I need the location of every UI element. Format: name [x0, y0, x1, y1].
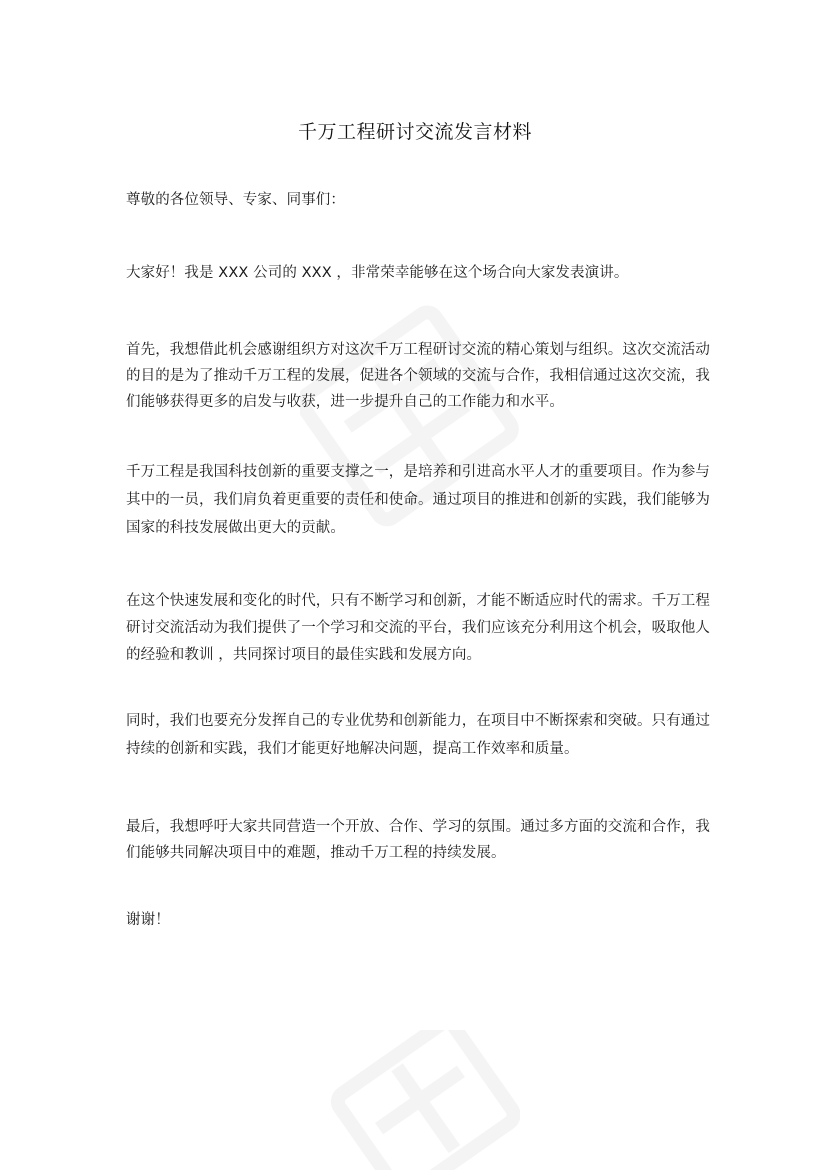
paragraph-first: 首先，我想借此机会感谢组织方对这次千万工程研讨交流的精心策划与组织。这次交流活动的目的是为了推动千万工程的发展，促进各个领域的交流与合作，我相信通过这次交流，我们能够获得更多的启发与收获，进一步提升自己的工作能力和水平。 [126, 342, 710, 410]
greeting-line: 尊敬的各位领导、专家、同事们： [126, 192, 345, 208]
paragraph-last: 最后，我想呼吁大家共同营造一个开放、合作、学习的氛围。通过多方面的交流和合作，我们能够共同解决项目中的难题，推动千万工程的持续发展。 [126, 819, 710, 861]
paragraph-era: 在这个快速发展和变化的时代，只有不断学习和创新，才能不断适应时代的需求。千万工程研讨交流活动为我们提供了一个学习和交流的平台，我们应该充分利用这个机会，吸取他人的经验和教训 ，共同探讨项目的最佳实践和发展方向。 [126, 593, 710, 663]
paragraph-project: 千万工程是我国科技创新的重要支撑之一，是培养和引进高水平人才的重要项目。作为参与其中的一员，我们肩负着更重要的责任和使命。通过项目的推进和创新的实践，我们能够为国家的科技发展做出更大的贡献。 [126, 464, 710, 536]
watermark-logo-icon [320, 1030, 520, 1170]
paragraph-also: 同时，我们也要充分发挥自己的专业优势和创新能力，在项目中不断探索和突破。只有通过持续的创新和实践，我们才能更好地解决问题，提高工作效率和质量。 [126, 713, 710, 757]
closing-thanks: 谢谢！ [126, 912, 170, 928]
paragraph-intro: 大家好！我是 XXX 公司的 XXX ，非常荣幸能够在这个场合向大家发表演讲。 [126, 265, 629, 281]
document-title: 千万工程研讨交流发言材料 [297, 121, 532, 143]
